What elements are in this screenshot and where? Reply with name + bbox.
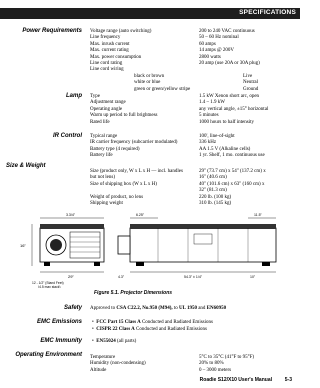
footer-manual-title: Roadie S12/X10 User's Manual	[199, 377, 272, 383]
table-row: Size of shipping box (W x L x H) 40" (101.6 cm) x 63" (160 cm) x	[90, 181, 265, 187]
projector-dimensions-figure	[18, 210, 286, 288]
figure-caption: Figure 5.1. Projector Dimensions	[94, 290, 173, 296]
ir-table	[90, 134, 265, 160]
table-row: Line cord rating 20 amp (use 20A or 30A plug)	[90, 61, 260, 67]
list-item: • FCC Part 15 Class A Conducted and Radiated Emissions	[92, 320, 213, 325]
table-row: Max. current rating 14 amps @ 200V	[90, 48, 235, 54]
dim-lens-length: 4.3"	[118, 275, 125, 279]
table-row: Type 1.5 kW Xenon short arc, open	[90, 94, 260, 99]
dim-length: 54.3" ± 1/4"	[184, 275, 203, 279]
table-row: Battery life 1 yr. Shelf, 1 mo. continuous use	[90, 153, 265, 159]
table-row: Operating angle any vertical angle, ±15° horizontal	[90, 106, 269, 112]
table-row: Adjustment range 1.4 – 1.9 kW	[90, 100, 225, 106]
power-table	[90, 29, 260, 93]
environment-heading: Operating Environment	[15, 352, 82, 358]
table-row: but not lens) 16" (40.6 cm)	[90, 175, 227, 181]
safety-heading: Safety	[63, 305, 82, 311]
table-row: Max. inrush current 60 amps	[90, 41, 216, 47]
dim-lens-offset: 3.3/4"	[66, 213, 76, 217]
dim-max-stack: (4.5 max stack)	[38, 285, 61, 288]
dim-height: 16"	[20, 243, 26, 248]
table-row: Max. power consumption 2800 watts	[90, 54, 221, 60]
dim-front-offset: 6.25"	[136, 213, 145, 217]
table-row: Typical range 100', line-of-sight	[90, 134, 235, 139]
dim-rear-offset: 11.5"	[254, 213, 262, 217]
emc-immunity-list	[92, 339, 136, 346]
lamp-table	[90, 94, 268, 126]
page-title: SPECIFICATIONS	[239, 9, 296, 16]
lamp-heading: Lamp	[65, 93, 82, 99]
footer-page-number: 5-3	[284, 377, 292, 383]
emc-emissions-heading: EMC Emissions	[36, 319, 82, 325]
table-row: Rated life 1000 hours to half intensity	[90, 119, 254, 125]
size-table	[90, 169, 266, 207]
list-item: • EN55024 (all parts)	[92, 339, 137, 344]
ir-heading: IR Control	[53, 133, 82, 139]
table-row: green or green/yellow stripe Ground	[134, 86, 259, 92]
table-row: Humidity (non-condensing) 20% to 80%	[90, 361, 224, 367]
table-row: Size (product only, W x L x H — incl. handles 29" (73.7 cm) x 54" (137.2 cm) x	[90, 169, 266, 174]
projector-side-view	[118, 218, 276, 272]
table-row: black or brown Live	[134, 73, 253, 79]
table-row: Temperature 5°C to 35°C (41°F to 95°F)	[90, 355, 255, 360]
power-heading: Power Requirements	[22, 28, 82, 34]
table-row: Voltage range (auto switching) 200 to 240 VAC continuous	[90, 29, 255, 34]
emc-immunity-heading: EMC Immunity	[40, 338, 82, 344]
header-banner	[0, 8, 300, 19]
table-row: Battery type (4 required) AA 1.5 V (Alkaline cells)	[90, 146, 251, 152]
table-row: IR carrier frequency (subcarrier modulated) 336 kHz	[90, 140, 217, 146]
table-row: Line cord wiring	[90, 67, 124, 73]
dim-rear-foot: 10"	[250, 275, 256, 279]
table-row: Line frequency 50 – 60 Hz nominal	[90, 35, 239, 41]
table-row: Weight of product, no lens 220 lb. (100 kg)	[90, 194, 232, 200]
size-heading: Size & Weight	[6, 163, 46, 169]
table-row: Shipping weight 310 lb. (145 kg)	[90, 201, 232, 207]
dim-stand-feet: 12 - 1/2" (Stand Feet)	[32, 281, 64, 285]
table-row: Warm up period to full brightness 5 minutes	[90, 113, 219, 119]
environment-table	[90, 355, 254, 374]
dim-width: 29"	[68, 274, 74, 279]
emc-emissions-list	[92, 320, 213, 333]
table-row: Altitude 0 – 3000 meters	[90, 367, 232, 373]
safety-text: Approved to CSA C22.2, No.950 (M94), to UL 1950 and EN60950	[90, 306, 227, 311]
table-row: white or blue Neutral	[134, 80, 258, 86]
table-row: 32" (81.3 cm)	[199, 188, 227, 194]
list-item: • CISPR 22 Class A Conducted and Radiated Emissions	[92, 326, 207, 332]
projector-front-view	[32, 218, 104, 272]
